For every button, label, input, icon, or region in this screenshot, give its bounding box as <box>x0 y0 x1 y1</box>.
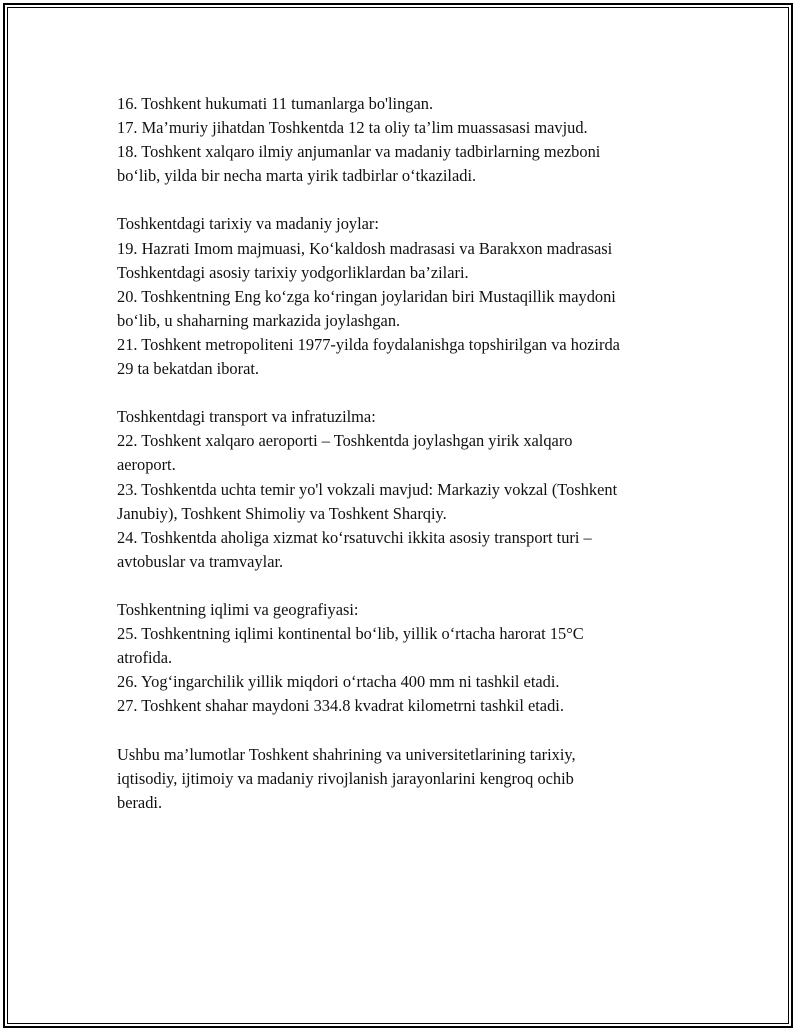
paragraph-spacer <box>117 574 697 598</box>
section-heading: Toshkentning iqlimi va geografiyasi: <box>117 599 359 619</box>
text-line: 26. Yog‘ingarchilik yillik miqdori o‘rtacha 400 mm ni tashkil etadi. <box>117 672 560 692</box>
text-line: 20. Toshkentning Eng ko‘zga ko‘ringan joylaridan biri Mustaqillik maydoni <box>117 286 616 306</box>
text-line: 19. Hazrati Imom majmuasi, Ko‘kaldosh madrasasi va Barakxon madrasasi <box>117 238 613 258</box>
text-line: Janubiy), Toshkent Shimoliy va Toshkent Sharqiy. <box>117 503 447 523</box>
paragraph-university-facts <box>117 92 697 188</box>
text-line: beradi. <box>117 792 163 812</box>
section-heading: Toshkentdagi transport va infratuzilma: <box>117 407 376 427</box>
text-line: 29 ta bekatdan iborat. <box>117 359 260 379</box>
paragraph-spacer <box>117 188 697 212</box>
document-body <box>117 92 697 815</box>
section-heading: Toshkentdagi tarixiy va madaniy joylar: <box>117 214 379 234</box>
paragraph-transport <box>117 405 697 574</box>
text-line: bo‘lib, yilda bir necha marta yirik tadbirlar o‘tkaziladi. <box>117 166 477 186</box>
text-line: avtobuslar va tramvaylar. <box>117 551 284 571</box>
text-line: 21. Toshkent metropoliteni 1977-yilda foydalanishga topshirilgan va hozirda <box>117 334 620 354</box>
paragraph-spacer <box>117 381 697 405</box>
text-line: 24. Toshkentda aholiga xizmat ko‘rsatuvchi ikkita asosiy transport turi – <box>117 527 592 547</box>
text-line: 17. Ma’muriy jihatdan Toshkentda 12 ta oliy ta’lim muassasasi mavjud. <box>117 118 588 138</box>
text-line: 22. Toshkent xalqaro aeroporti – Toshkentda joylashgan yirik xalqaro <box>117 431 573 451</box>
paragraph-historical-sites <box>117 212 697 381</box>
text-line: Toshkentdagi asosiy tarixiy yodgorliklardan ba’zilari. <box>117 262 469 282</box>
text-line: Ushbu ma’lumotlar Toshkent shahrining va universitetlarining tarixiy, <box>117 744 576 764</box>
text-line: bo‘lib, u shaharning markazida joylashgan. <box>117 310 401 330</box>
text-line: atrofida. <box>117 648 173 668</box>
text-line: iqtisodiy, ijtimoiy va madaniy rivojlanish jarayonlarini kengroq ochib <box>117 768 574 788</box>
text-line: 25. Toshkentning iqlimi kontinental bo‘lib, yillik o‘rtacha harorat 15°C <box>117 624 584 644</box>
paragraph-climate-geography <box>117 598 697 718</box>
text-line: 27. Toshkent shahar maydoni 334.8 kvadrat kilometrni tashkil etadi. <box>117 696 564 716</box>
text-line: 16. Toshkent hukumati 11 tumanlarga bo'lingan. <box>117 94 434 113</box>
text-line: 23. Toshkentda uchta temir yo'l vokzali mavjud: Markaziy vokzal (Toshkent <box>117 479 618 499</box>
text-line: 18. Toshkent xalqaro ilmiy anjumanlar va madaniy tadbirlarning mezboni <box>117 142 601 162</box>
paragraph-conclusion <box>117 743 697 815</box>
paragraph-spacer <box>117 718 697 742</box>
text-line: aeroport. <box>117 455 176 475</box>
